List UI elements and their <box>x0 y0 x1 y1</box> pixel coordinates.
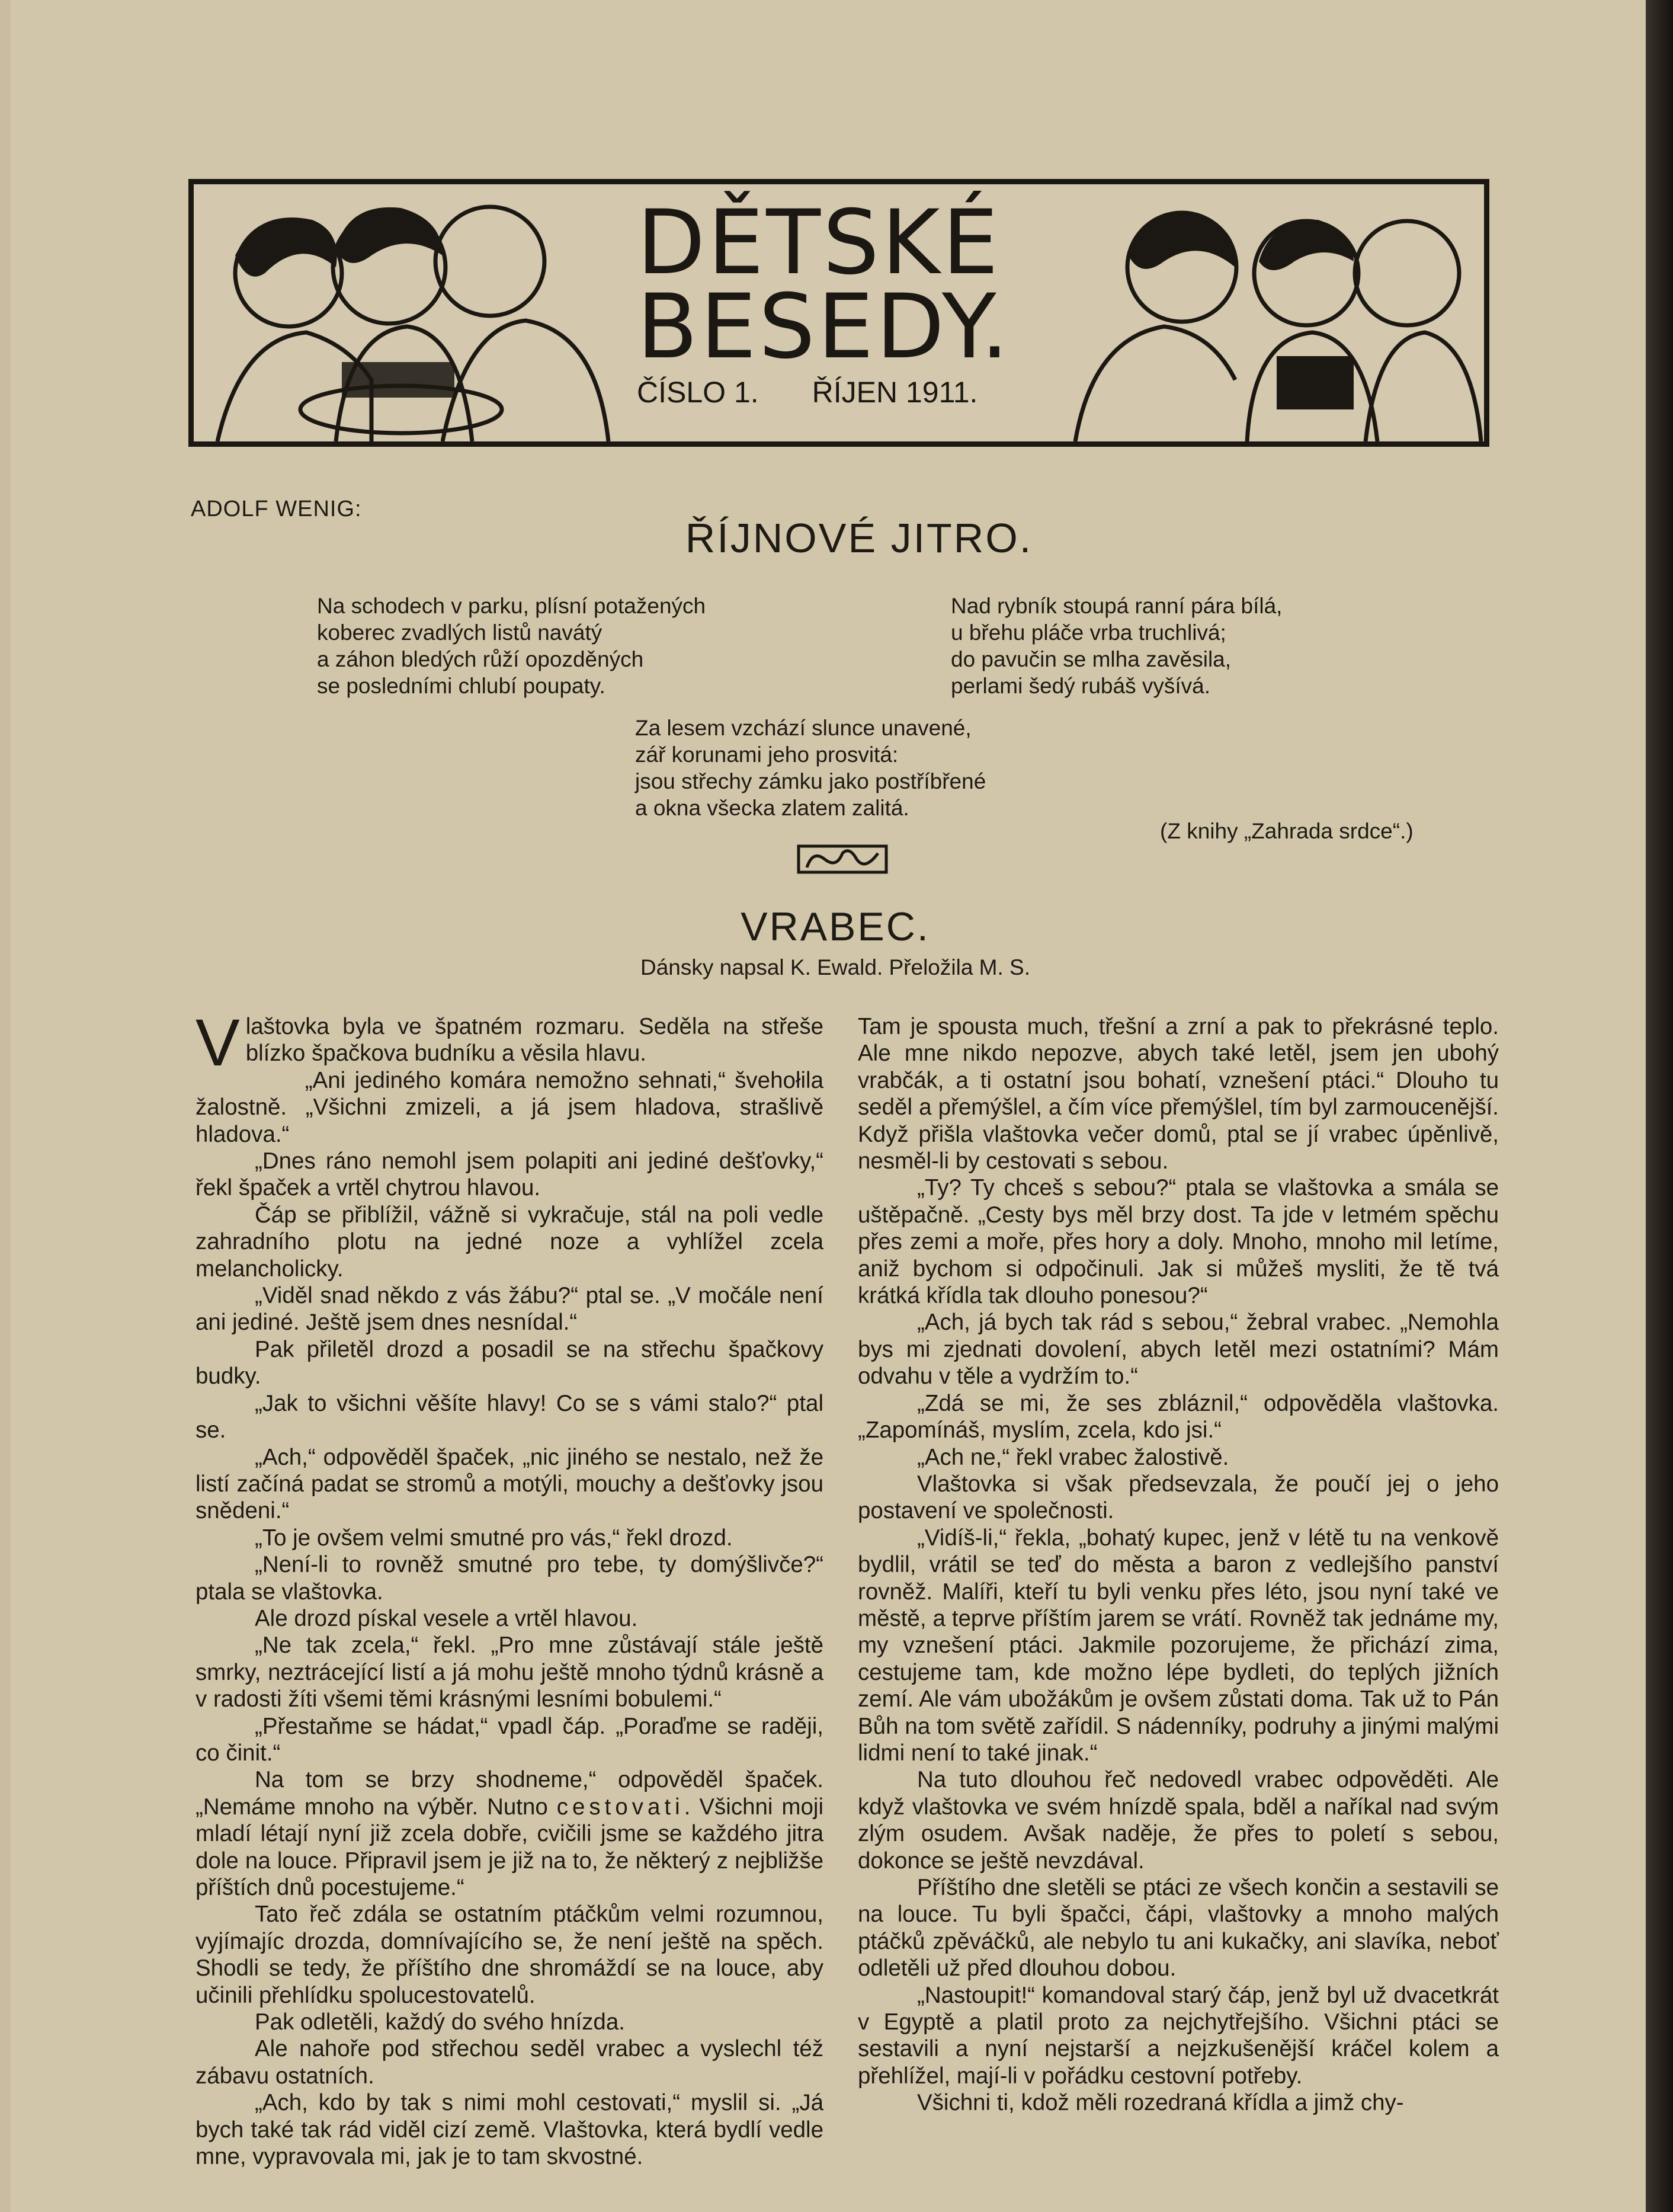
poem-author: ADOLF WENIG: <box>191 497 362 521</box>
story-paragraph: Pak přiletěl drozd a posadil se na střechu špačkovy budky. <box>195 1336 823 1390</box>
poem-line: Za lesem vzchází slunce unavené, <box>635 716 972 740</box>
story-paragraph: Tato řeč zdála se ostatním ptáčkům velmi rozumnou, vyjímajíc drozda, domnívajícího se, že není ještě na spěch. Shodli se tedy, že příštího dne shromáždí se na louce, aby učinili přehlídku spolucestovatelů. <box>195 1902 823 2008</box>
story-paragraph: Všichni ti, kdož měli rozedraná křídla a jimž chy- <box>917 2090 1404 2116</box>
children-illustration-left <box>194 184 620 441</box>
story-paragraph: „Zdá se mi, že ses zbláznil,“ odpověděla vlaštovka. „Zapomínáš, myslím, zcela, kdo jsi.“ <box>858 1390 1499 1443</box>
story-paragraph: „Vidíš-li,“ řekla, „bohatý kupec, jenž v létě tu na venkově bydlil, vrátil se teď do města a baron z vedlejšího panství rovněž. Malíři, kteří tu byli venku přes léto, jsou nyní také ve městě, a teprve příštím jarem se vrátí. Rovněž tak jednáme my, my vznešení ptáci. Jakmile pozorujeme, že přichází zima, cestujeme tam, kde možno lépe bydleti, do teplých jižních zemí. Ale vám ubožákům je ovšem zůstati doma. Tak už to Pán Bůh na tom světě zařídil. S nádenníky, podruhy a jinými malými lidmi není to také jinak.“ <box>858 1525 1499 1766</box>
drop-cap: V <box>195 1006 240 1080</box>
story-paragraph: „Ani jediného komára nemožno sehnati,“ švehołila žalostně. „Všichni zmizeli, a já jsem hladova, strašlivě hladova.“ <box>195 1067 823 1147</box>
poem-source: (Z knihy „Zahrada srdce“.) <box>1160 819 1414 843</box>
poem-stanza-2 <box>951 593 1282 699</box>
issue-number: ČÍSLO 1. <box>637 376 759 409</box>
book-spine <box>1646 0 1673 2212</box>
poem-stanza-3 <box>635 715 986 821</box>
story-paragraph: „Jak to všichni věšíte hlavy! Co se s vámi stalo?“ ptal se. <box>195 1390 823 1443</box>
story-paragraph: Pak odletěli, každý do svého hnízda. <box>255 2009 625 2035</box>
masthead-title-line2: BESEDY. <box>637 276 1011 379</box>
story-paragraph: „Dnes ráno nemohl jsem polapiti ani jediné dešťovky,“ řekl špaček a vrtěl chytrou hlavou. <box>195 1148 823 1201</box>
poem-line: koberec zvadlých listů navátý <box>317 620 602 645</box>
story-paragraph: „To je ovšem velmi smutné pro vás,“ řekl drozd. <box>255 1525 733 1551</box>
story-paragraph: „Ty? Ty chceš s sebou?“ ptala se vlaštovka a smála se uštěpačně. „Cesty bys měl brzy dost. Ta jde v letmém spěchu přes zemi a moře, přes hory a doly. Mnoho, mnoho mil letíme, aniž bychom si odpočinuli. Jak si můžeš mysliti, že tě tvá krátká křídla tak dlouho ponesou?“ <box>858 1175 1499 1309</box>
children-illustration-right <box>1057 184 1484 441</box>
story-paragraph: „Ach,“ odpověděl špaček, „nic jiného se nestalo, než že listí začíná padat se stromů a motýli, mouchy a dešťovky jsou snědeni.“ <box>195 1444 823 1524</box>
poem-line: Nad rybník stoupá ranní pára bílá, <box>951 594 1283 618</box>
poem-line: jsou střechy zámku jako postříbřené <box>635 769 986 793</box>
story-paragraph: Tam je spousta much, třešní a zrní a pak to překrásné teplo. Ale mne nikdo nepozve, abych také letěl, jsem jen ubohý vrabčák, a ti ostatní jsou bohatí, vznešení ptáci.“ Dlouho tu seděl a přemýšlel, a čím více přemýšlel, tím byl zarmoucenější. Když přišla vlaštovka večer domů, ptal se jí vrabec úpěnlivě, nesměl-li by cestovati s sebou. <box>858 1014 1499 1174</box>
poem-line: se posledními chlubí poupaty. <box>317 674 605 698</box>
story-paragraph: Čáp se přiblížil, vážně si vykračuje, stál na poli vedle zahradního plotu na jedné noze a vyhlížel zcela melancholicky. <box>195 1202 823 1282</box>
poem-title: ŘÍJNOVÉ JITRO. <box>685 515 1033 561</box>
poem-line: u břehu pláče vrba truchlivá; <box>951 620 1226 645</box>
poem-line: zář korunami jeho prosvitá: <box>635 742 899 767</box>
poem-line: do pavučin se mlha zavěsila, <box>951 647 1232 671</box>
story-byline: Dánsky napsal K. Ewald. Přeložila M. S. <box>640 955 1031 979</box>
masthead-title-line1: DĚTSKÉ <box>637 191 1001 294</box>
story-paragraph: Na tom se brzy shodneme,“ odpověděl špaček. „Nemáme mnoho na výběr. Nutno cestovati. Všichni moji mladí létají nyní již zcela dobře, cvičili jsme se každého jitra dole na louce. Připravil jsem je již na to, že některý z nejbližše příštích dnů pocestujeme.“ <box>195 1767 824 1900</box>
poem-line: perlami šedý rubáš vyšívá. <box>951 674 1211 698</box>
story-paragraph: Vlaštovka si však předsevzala, že poučí jej o jeho postavení ve společnosti. <box>858 1471 1499 1524</box>
story-paragraph: Ale nahoře pod střechou seděl vrabec a vyslechl též zábavu ostatních. <box>195 2036 823 2089</box>
story-paragraph: „Ach ne,“ řekl vrabec žalostivě. <box>917 1444 1229 1470</box>
story-title: VRABEC. <box>741 904 930 949</box>
masthead <box>188 179 1489 447</box>
story-paragraph: „Ach, já bych tak rád s sebou,“ žebral vrabec. „Nemohla bys mi zjednati dovolení, abych letěl mezi ostatními? Mám odvahu v těle a vydržím to.“ <box>858 1310 1499 1390</box>
story-paragraph: „Nastoupit!“ komandoval starý čáp, jenž byl už dvacetkrát v Egyptě a platil proto za nejchytřejšího. Všichni ptáci se sestavili a nyní nejstarší a nejzkušenější kráčel kolem a přehlížel, mají-li v pořádku cestovní potřeby. <box>858 1982 1499 2089</box>
masthead-title <box>637 191 1087 379</box>
masthead-issue-line <box>637 375 1087 409</box>
story-paragraph: Vlaštovka byla ve špatném rozmaru. Seděla na střeše blízko špačkova budníku a věsila hlavu. <box>195 1006 823 1080</box>
poem-line: a okna všecka zlatem zalitá. <box>635 796 909 820</box>
poem-line: a záhon bledých růží opozděných <box>317 647 644 671</box>
story-paragraph: „Ach, kdo by tak s nimi mohl cestovati,“ myslil si. „Já bych také tak rád viděl cizí země. Vlaštovka, která bydlí vedle mne, vypravovala mi, jak je to tam skvostné. <box>195 2090 823 2170</box>
story-paragraph: „Viděl snad někdo z vás žábu?“ ptal se. „V močále není ani jediné. Ještě jsem dnes nesnídal.“ <box>195 1283 823 1336</box>
poem-stanza-1 <box>317 593 706 699</box>
story-paragraph: Ale drozd pískal vesele a vrtěl hlavou. <box>255 1605 638 1631</box>
story-paragraph: „Ne tak zcela,“ řekl. „Pro mne zůstávají stále ještě smrky, neztrácející listí a já mohu ještě mnoho týdnů krásně a v radosti žíti všemi těmi krásnými lesními bobulemi.“ <box>195 1632 823 1712</box>
story-column-left <box>195 1006 824 2170</box>
story-paragraph: „Přestaňme se hádat,“ vpadl čáp. „Poraďme se raději, co činit.“ <box>195 1713 823 1766</box>
story-paragraph: Na tuto dlouhou řeč nedovedl vrabec odpověděti. Ale když vlaštovka ve svém hnízdě spala, bděl a naříkal nad svým zlým osudem. Avšak naděje, že přes to poletí s sebou, dokonce se ještě nevzdával. <box>858 1767 1499 1874</box>
poem-line: Na schodech v parku, plísní potažených <box>317 594 706 618</box>
story-column-right <box>858 1013 1499 2117</box>
story-paragraph: „Není-li to rovněž smutné pro tebe, ty domýšlivče?“ ptala se vlaštovka. <box>195 1552 823 1605</box>
story-paragraph: Příštího dne sletěli se ptáci ze všech končin a sestavili se na louce. Tu byli špačci, čápi, vlaštovky a mnoho malých ptáčků zpěváčků, ale nebylo tu ani kukačky, ani slavíka, neboť odletěli už před dlouhou dobou. <box>858 1875 1499 1981</box>
ornament-divider-icon <box>795 841 890 877</box>
issue-date: ŘÍJEN 1911. <box>812 376 978 409</box>
